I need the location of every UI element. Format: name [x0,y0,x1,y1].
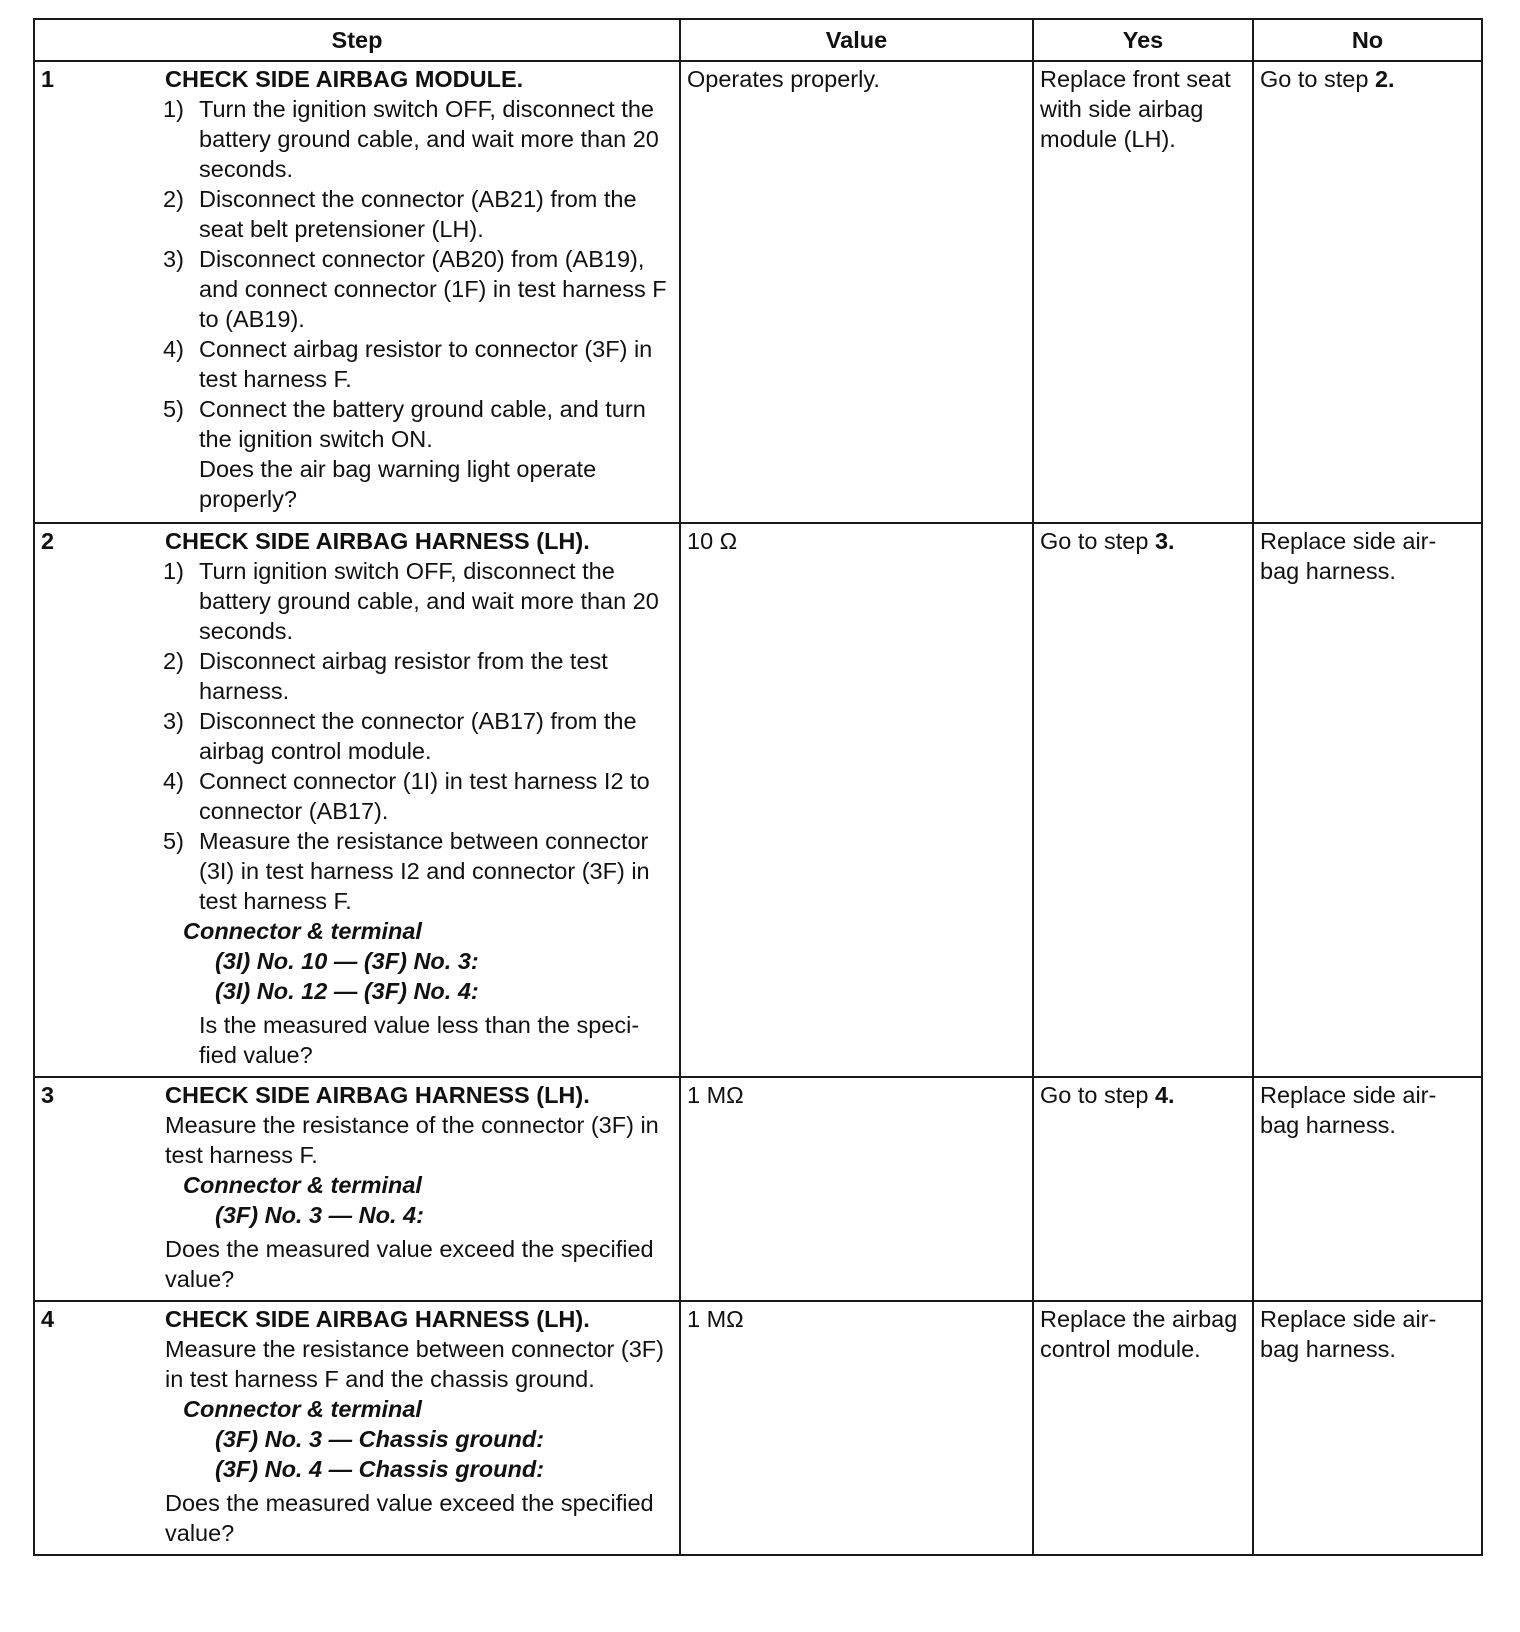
value-cell: 1 MΩ [680,1301,1033,1555]
yes-cell: Replace front seat with side airbag module (LH). [1033,61,1253,523]
substep [163,394,673,454]
step-instruction: Measure the resistance of the connector (3F) in test harness F. [165,1112,659,1168]
substep [163,646,673,706]
substep-number: 5) [163,828,184,854]
substep-text: Turn ignition switch OFF, disconnect the battery ground cable, and wait more than 20 seconds. [199,558,659,644]
step-cell [34,61,680,523]
substep-number: 1) [163,558,184,584]
header-row [34,19,1482,61]
substep-text: Measure the resistance between connector (3I) in test harness I2 and connector (3F) in test harness F. [199,828,650,914]
header-value: Value [680,19,1033,61]
substep-text: Connect connector (1I) in test harness I2 to connector (AB17). [199,768,650,824]
yes-cell [1033,523,1253,1077]
table-row [34,1301,1482,1555]
connector-terminal-line: (3I) No. 12 — (3F) No. 4: [215,978,479,1004]
step-cell [34,1077,680,1301]
step-instruction: Measure the resistance between connector (3F) in test harness F and the chassis ground. [165,1336,664,1392]
step-number: 4 [41,1306,55,1332]
substep [163,826,673,916]
no-cell: Replace side air-bag harness. [1253,1301,1482,1555]
connector-terminal-line: (3F) No. 4 — Chassis ground: [215,1456,545,1482]
goto-step-number: 3. [1154,528,1175,554]
substep-list [163,556,673,916]
substep-number: 4) [163,336,184,362]
connector-terminal-title: Connector & terminal [183,918,422,944]
goto-text: Go to step [1260,66,1375,92]
step-title: CHECK SIDE AIRBAG HARNESS (LH). [165,528,590,554]
yes-cell: Replace the airbag control module. [1033,1301,1253,1555]
header-no: No [1253,19,1482,61]
yes-cell [1033,1077,1253,1301]
substep-text: Connect airbag resistor to connector (3F) in test harness F. [199,336,653,392]
value-cell: Operates properly. [680,61,1033,523]
step-title: CHECK SIDE AIRBAG HARNESS (LH). [165,1306,590,1332]
goto-step-number: 4. [1154,1082,1175,1108]
step-cell [34,1301,680,1555]
substep [163,556,673,646]
step-number: 3 [41,1082,55,1108]
substep [163,244,673,334]
connector-terminal-title: Connector & terminal [183,1396,422,1422]
step-cell [34,523,680,1077]
substep-number: 2) [163,648,184,674]
goto-text: Go to step [1040,528,1155,554]
substep-text: Connect the battery ground cable, and turn the ignition switch ON. [199,396,646,452]
connector-terminal-line: (3I) No. 10 — (3F) No. 3: [215,948,479,974]
substep-text: Turn the ignition switch OFF, disconnect the battery ground cable, and wait more than 20 seconds. [199,96,659,182]
step-number: 2 [41,528,55,554]
goto-text: Go to step [1040,1082,1155,1108]
table-row [34,61,1482,523]
table-row [34,523,1482,1077]
step-question: Does the measured value exceed the specified value? [165,1236,654,1292]
substep [163,94,673,184]
substep-number: 3) [163,708,184,734]
table-row [34,1077,1482,1301]
substep-text: Disconnect the connector (AB21) from the seat belt pretensioner (LH). [199,186,637,242]
header-step: Step [34,19,680,61]
substep-text: Disconnect airbag resistor from the test harness. [199,648,608,704]
substep-number: 3) [163,246,184,272]
goto-step-number: 2. [1374,66,1395,92]
step-number: 1 [41,66,55,92]
step-question: Is the measured value less than the speci-fied value? [199,1012,640,1068]
value-cell: 10 Ω [680,523,1033,1077]
value-cell: 1 MΩ [680,1077,1033,1301]
no-cell [1253,61,1482,523]
substep [163,766,673,826]
no-cell: Replace side air-bag harness. [1253,523,1482,1077]
step-title: CHECK SIDE AIRBAG MODULE. [165,66,524,92]
step-title: CHECK SIDE AIRBAG HARNESS (LH). [165,1082,590,1108]
step-question: Does the measured value exceed the specified value? [165,1490,654,1546]
no-cell: Replace side air-bag harness. [1253,1077,1482,1301]
substep [163,706,673,766]
connector-terminal-line: (3F) No. 3 — No. 4: [215,1202,424,1228]
substep-text: Disconnect the connector (AB17) from the airbag control module. [199,708,637,764]
substep [163,334,673,394]
substep-number: 5) [163,396,184,422]
substep-number: 1) [163,96,184,122]
diagnosis-table [33,18,1483,1556]
substep [163,184,673,244]
header-yes: Yes [1033,19,1253,61]
substep-number: 2) [163,186,184,212]
connector-terminal-line: (3F) No. 3 — Chassis ground: [215,1426,545,1452]
substep-number: 4) [163,768,184,794]
step-question: Does the air bag warning light operate properly? [199,456,597,512]
substep-list [163,94,673,454]
substep-text: Disconnect connector (AB20) from (AB19), and connect connector (1F) in test harness F to (AB19). [199,246,667,332]
connector-terminal-title: Connector & terminal [183,1172,422,1198]
